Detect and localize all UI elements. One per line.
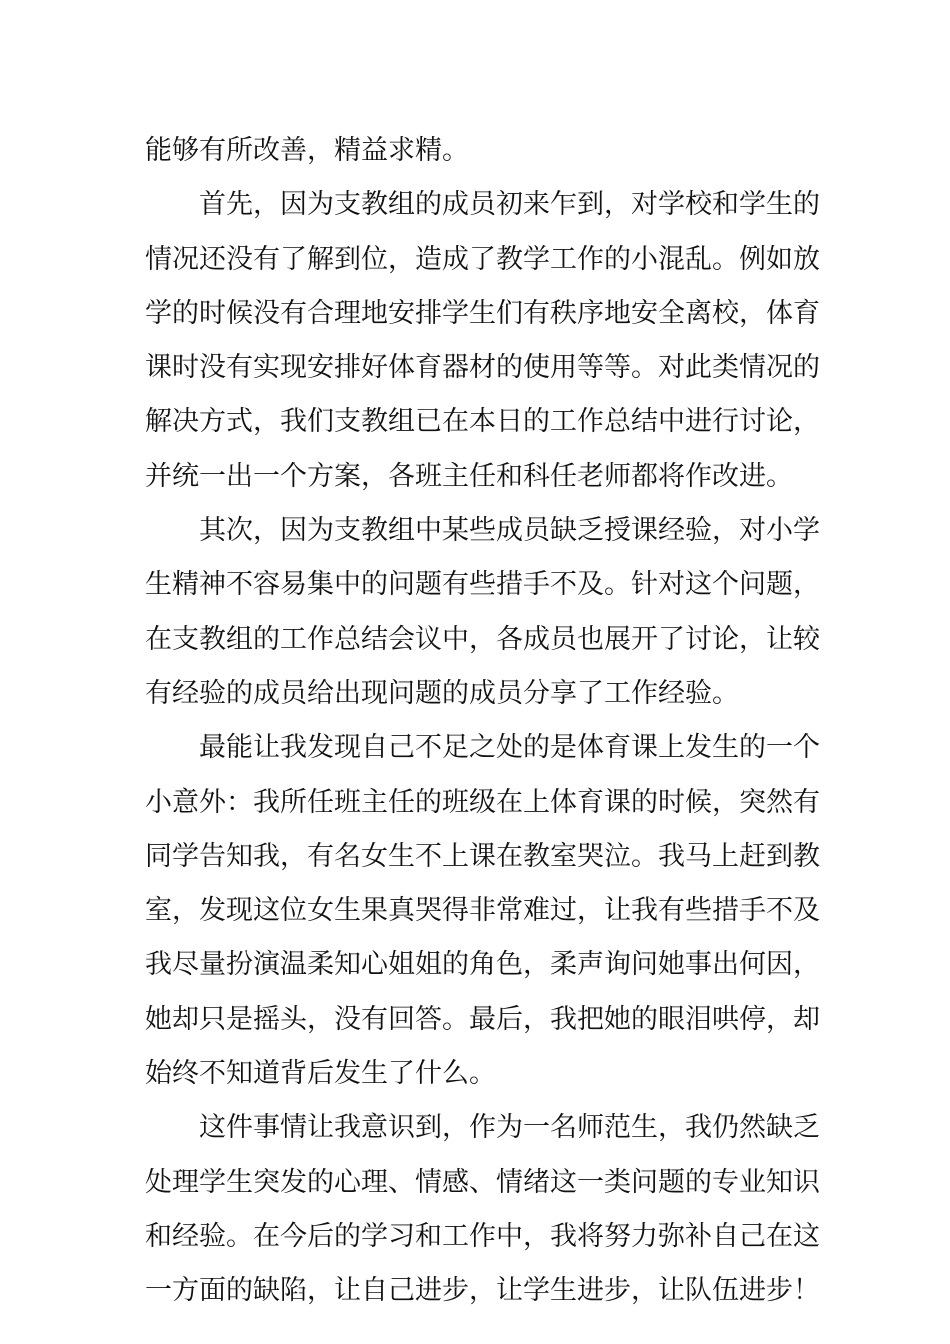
paragraph-first-line: 首先，因为支教组的成员初来乍到，对学校和学生的 [199, 189, 820, 221]
text-line: 解决方式，我们支教组已在本日的工作总结中进行讨论， [145, 406, 820, 438]
text-line: 一方面的缺陷，让自己进步，让学生进步，让队伍进步！ [145, 1275, 820, 1307]
text-line: 她却只是摇头，没有回答。最后，我把她的眼泪哄停，却 [145, 1003, 820, 1035]
text-line: 我尽量扮演温柔知心姐姐的角色，柔声询问她事出何因， [145, 949, 820, 981]
text-line: 有经验的成员给出现问题的成员分享了工作经验。 [145, 677, 739, 709]
paragraph-first-line: 这件事情让我意识到，作为一名师范生，我仍然缺乏 [199, 1112, 820, 1144]
text-line: 并统一出一个方案，各班主任和科任老师都将作改进。 [145, 460, 793, 492]
text-line: 学的时候没有合理地安排学生们有秩序地安全离校，体育 [145, 297, 820, 329]
text-line: 能够有所改善，精益求精。 [145, 135, 469, 166]
text-line: 情况还没有了解到位，造成了教学工作的小混乱。例如放 [145, 243, 820, 275]
text-line: 始终不知道背后发生了什么。 [145, 1058, 496, 1090]
document-body [145, 124, 820, 1319]
text-line: 和经验。在今后的学习和工作中，我将努力弥补自己在这 [145, 1220, 820, 1252]
text-line: 小意外：我所任班主任的班级在上体育课的时候，突然有 [145, 786, 820, 818]
text-line: 处理学生突发的心理、情感、情绪这一类问题的专业知识 [145, 1166, 820, 1198]
text-line: 室，发现这位女生果真哭得非常难过，让我有些措手不及 [145, 895, 820, 927]
text-line: 在支教组的工作总结会议中，各成员也展开了讨论，让较 [145, 623, 820, 655]
paragraph-first-line: 其次，因为支教组中某些成员缺乏授课经验，对小学 [199, 515, 820, 547]
paragraph-first-line: 最能让我发现自己不足之处的是体育课上发生的一个 [199, 732, 820, 764]
text-line: 同学告知我，有名女生不上课在教室哭泣。我马上赶到教 [145, 840, 820, 872]
text-line: 课时没有实现安排好体育器材的使用等等。对此类情况的 [145, 352, 820, 384]
text-line: 生精神不容易集中的问题有些措手不及。针对这个问题， [145, 569, 820, 601]
